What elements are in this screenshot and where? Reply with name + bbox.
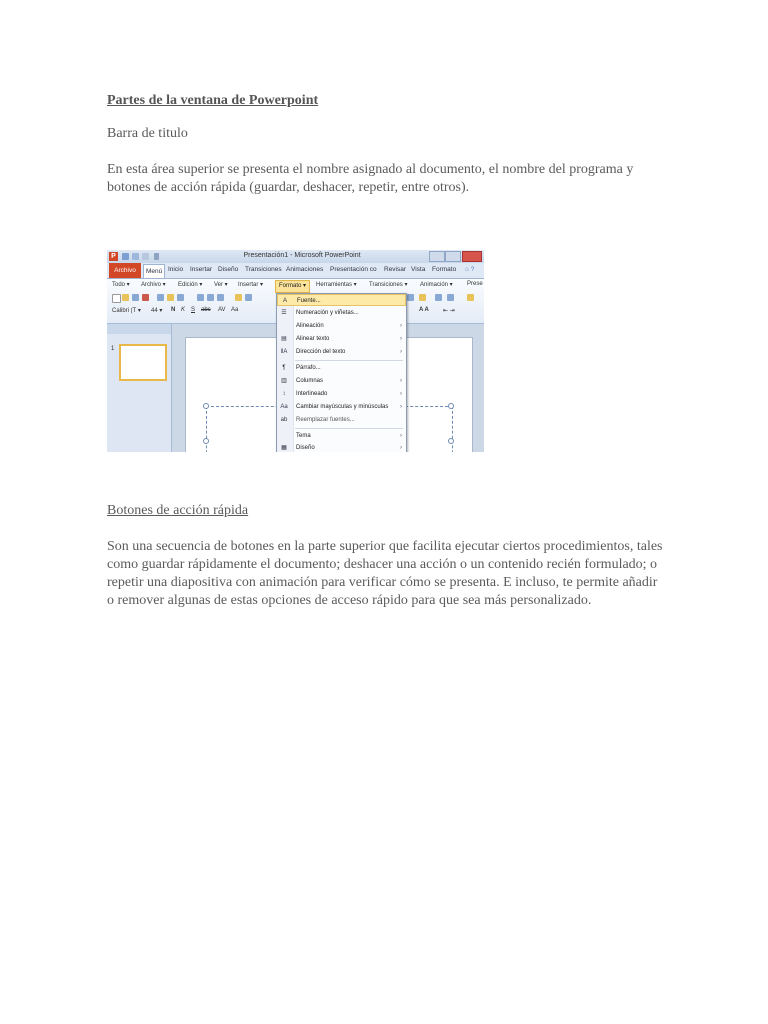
tab-menu: Menú (143, 264, 165, 278)
menu-item-alinear-texto: ▤ Alinear texto › (277, 333, 406, 345)
heading-partes-ventana: Partes de la ventana de Powerpoint (107, 93, 319, 108)
menu-separator (295, 428, 403, 429)
undo-icon (132, 253, 139, 260)
bold-icon: N (171, 307, 176, 313)
menu-separator (295, 360, 403, 361)
paragraph-icon: ¶ (282, 365, 286, 371)
font-icon: A (282, 298, 287, 304)
menubar-edicion: Edición ▾ (178, 282, 203, 288)
paste-icon (167, 294, 174, 301)
redo-icon (142, 253, 149, 260)
powerpoint-screenshot (107, 250, 484, 452)
menubar-archivo: Archivo ▾ (141, 282, 166, 288)
tab-insertar: Insertar (190, 266, 213, 273)
align-text-icon: ▤ (281, 336, 287, 342)
tab-formato: Formato (432, 266, 457, 273)
text-direction-icon: llA (280, 349, 288, 355)
preview-icon (197, 294, 204, 301)
submenu-arrow-icon: › (400, 391, 402, 397)
submenu-arrow-icon: › (400, 336, 402, 342)
ribbon-tabs (107, 263, 484, 279)
title-bar (107, 250, 484, 263)
submenu-arrow-icon: › (400, 323, 402, 329)
new-icon (112, 294, 121, 303)
tab-vista: Vista (411, 266, 426, 273)
minimize-icon (429, 251, 445, 262)
paragraph-barra-titulo: En esta área superior se presenta el nombre asignado al documento, el nombre del programa y botones de acción rápida (guardar, deshacer, repetir, entre otros). (107, 162, 634, 195)
tab-animaciones: Animaciones (286, 266, 324, 273)
tab-transiciones: Transiciones (245, 266, 282, 273)
maximize-icon (445, 251, 461, 262)
window-title: Presentación1 - Microsoft PowerPoint (243, 252, 361, 259)
menubar-animacion: Animación ▾ (420, 282, 453, 288)
menu-item-reemplazar-fuentes: ab Reemplazar fuentes... (280, 417, 355, 423)
replace-fonts-icon: ab (280, 417, 288, 423)
subheading-barra-titulo: Barra de titulo (107, 126, 188, 141)
menubar-todo: Todo ▾ (112, 282, 130, 288)
resize-handle (203, 403, 209, 409)
menu-item-parrafo: ¶ Párrafo... (277, 362, 406, 374)
menu-item-cambiar-mayusculas: Aa Cambiar mayúsculas y minúsculas › (277, 401, 406, 413)
tab-diseno: Diseño (218, 266, 239, 273)
resize-handle (448, 438, 454, 444)
menubar-insertar: Insertar ▾ (238, 282, 264, 288)
menubar-herramientas: Herramientas ▾ (316, 282, 357, 288)
underline-icon: S (191, 307, 196, 313)
menu-item-fuente: A Fuente... (277, 294, 406, 306)
print-icon (142, 294, 149, 301)
line-spacing-icon: ↕ (282, 391, 286, 397)
menubar-presentacion: Prese (467, 281, 483, 287)
submenu-arrow-icon: › (400, 349, 402, 355)
submenu-arrow-icon: › (400, 433, 402, 439)
slide-thumbnail (119, 344, 167, 381)
tab-revisar: Revisar (384, 266, 407, 273)
menu-item-numeracion: ☰ Numeración y viñetas... (281, 310, 359, 316)
heading-botones-accion-rapida: Botones de acción rápida (107, 503, 249, 518)
resize-handle (448, 403, 454, 409)
save-icon (122, 253, 129, 260)
shapes-icon (407, 294, 414, 301)
list-icon: ☰ (281, 310, 287, 316)
font-size-select: 44 ▾ (151, 308, 163, 314)
paragraph-botones-accion-rapida: Son una secuencia de botones en la parte superior que facilita ejecutar ciertos procedimientos, tales como guardar rápidamente el documento; deshacer una acción o un contenido recién formulado; o repetir una diapositiva con animación para verificar cómo se presenta. E incluso, te permite añadir o remover algunas de estas opciones de acceso rápido para que sea más personalizado. (107, 539, 663, 608)
submenu-arrow-icon: › (400, 404, 402, 410)
spelling-icon (207, 294, 214, 301)
menu-item-alineacion: Alineación › (277, 320, 406, 332)
menubar-ver: Ver ▾ (214, 282, 228, 288)
copy-icon (177, 294, 184, 301)
slide-number: 1 (111, 346, 115, 352)
menu-item-columnas: ▥ Columnas › (277, 375, 406, 387)
font-name-select: Calibri (T ▾ (112, 308, 141, 314)
customize-quick-access-icon (154, 253, 159, 260)
powerpoint-logo-icon: P (109, 252, 118, 261)
layout-icon: ▦ (281, 445, 287, 451)
layout-icon (435, 294, 442, 301)
save-icon (132, 294, 139, 301)
change-case-icon: Aa (280, 404, 288, 410)
tab-presentacion: Presentación co (330, 266, 377, 273)
submenu-arrow-icon: › (400, 378, 402, 384)
strikethrough-icon: abc (201, 307, 211, 313)
tab-archivo: Archivo (109, 263, 141, 278)
open-icon (122, 294, 129, 301)
menu-item-interlineado: ↕ Interlineado › (277, 388, 406, 400)
menubar-formato: Formato ▾ (275, 280, 310, 293)
tab-inicio: Inicio (168, 266, 184, 273)
columns-icon: ▥ (281, 378, 287, 384)
slide-icon (447, 294, 454, 301)
resize-handle (203, 438, 209, 444)
char-spacing-icon: AV (218, 307, 226, 313)
italic-icon: K (181, 307, 186, 313)
close-icon (462, 251, 482, 262)
change-case-icon: Aa (231, 307, 239, 313)
slides-panel (107, 324, 172, 452)
help-icon: ⌂ ? (465, 266, 475, 273)
menubar-transiciones: Transiciones ▾ (369, 282, 408, 288)
panel-tabs (107, 324, 171, 334)
indent-icon: ⇤ ⇥ (443, 308, 455, 314)
cut-icon (157, 294, 164, 301)
picture-icon (419, 294, 426, 301)
submenu-arrow-icon: › (400, 445, 402, 451)
menu-item-tema: Tema › (277, 430, 406, 442)
table-icon (217, 294, 224, 301)
formato-dropdown-menu (276, 293, 407, 452)
zoom-icon (245, 294, 252, 301)
menu-item-diseno: ▦ Diseño › (277, 442, 406, 452)
grow-font-icon: A A (419, 307, 429, 313)
menu-item-direccion-texto: llA Dirección del texto › (277, 346, 406, 358)
format-painter-icon (235, 294, 242, 301)
folder-icon (467, 294, 474, 301)
